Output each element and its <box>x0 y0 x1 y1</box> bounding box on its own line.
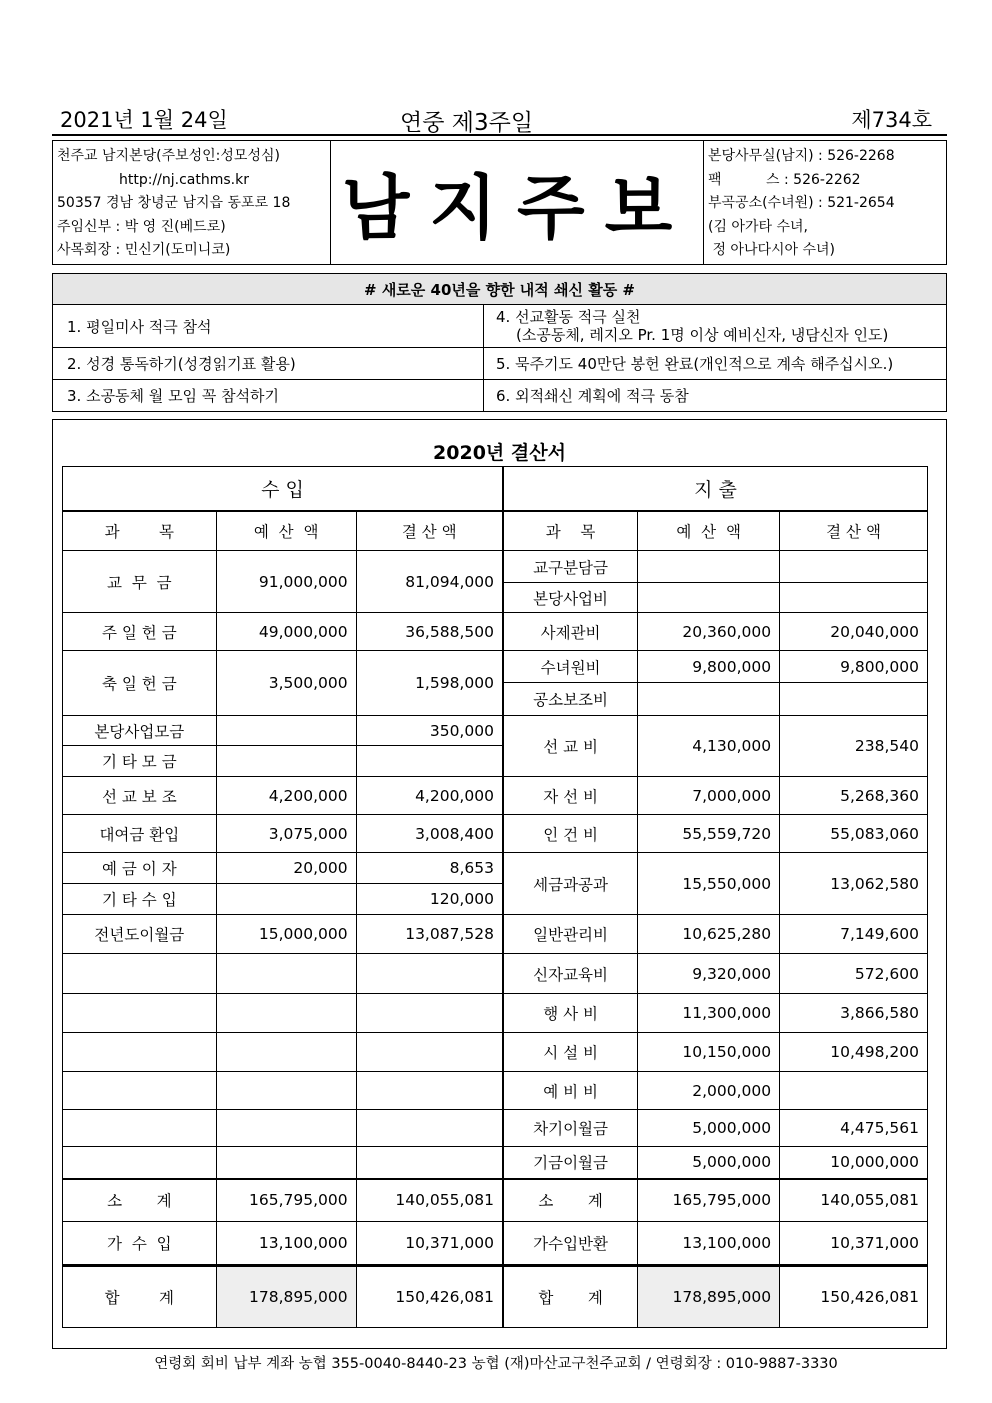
renewal-item: 1. 평일미사 적극 참석 <box>53 305 484 348</box>
income-item: 선 교 보 조 <box>63 777 217 815</box>
expense-actual <box>780 1072 928 1110</box>
expense-budget <box>638 583 780 613</box>
total-expense-budget: 178,895,000 <box>638 1266 780 1328</box>
expense-item: 사제관비 <box>503 613 638 651</box>
expense-item: 자 선 비 <box>503 777 638 815</box>
income-budget: 3,075,000 <box>216 815 356 853</box>
total-expense-label: 합 계 <box>503 1266 638 1328</box>
income-item: 대여금 환입 <box>63 815 217 853</box>
expense-actual: 10,000,000 <box>780 1147 928 1179</box>
expense-actual: 55,083,060 <box>780 815 928 853</box>
total-income-budget: 178,895,000 <box>216 1266 356 1328</box>
income-item: 기 타 수 입 <box>63 884 217 915</box>
settlement-title: 2020년 결산서 <box>433 442 566 464</box>
income-actual-header: 결 산 액 <box>356 511 503 551</box>
subtotal-label: 소 계 <box>63 1179 217 1222</box>
total-expense-actual: 150,426,081 <box>780 1266 928 1328</box>
income-budget: 15,000,000 <box>216 915 356 954</box>
empty-cell <box>356 1110 503 1147</box>
income-actual: 1,598,000 <box>356 651 503 716</box>
expense-actual <box>780 551 928 583</box>
expense-actual <box>780 583 928 613</box>
empty-cell <box>63 1072 217 1110</box>
income-actual: 81,094,000 <box>356 551 503 613</box>
expense-item: 시 설 비 <box>503 1033 638 1072</box>
expense-item: 선 교 비 <box>503 716 638 777</box>
expense-budget: 9,800,000 <box>638 651 780 683</box>
empty-cell <box>356 1072 503 1110</box>
renewal-item: 6. 외적쇄신 계획에 적극 동참 <box>484 380 947 412</box>
income-budget: 20,000 <box>216 853 356 884</box>
expense-actual: 13,062,580 <box>780 853 928 915</box>
sisters-line-1: (김 아가타 수녀, <box>708 218 808 235</box>
income-item: 축 일 헌 금 <box>63 651 217 716</box>
income-item: 주 일 헌 금 <box>63 613 217 651</box>
empty-cell <box>63 1033 217 1072</box>
expense-item: 수녀원비 <box>503 651 638 683</box>
income-actual: 3,008,400 <box>356 815 503 853</box>
expense-budget-header: 예 산 액 <box>638 511 780 551</box>
income-actual: 120,000 <box>356 884 503 915</box>
expense-item: 세금과공과 <box>503 853 638 915</box>
empty-cell <box>63 1110 217 1147</box>
expense-item: 교구분담금 <box>503 551 638 583</box>
expense-actual: 10,498,200 <box>780 1033 928 1072</box>
empty-cell <box>356 1033 503 1072</box>
income-actual: 8,653 <box>356 853 503 884</box>
renewal-activities <box>52 273 947 412</box>
income-budget-header: 예 산 액 <box>216 511 356 551</box>
expense-budget <box>638 551 780 583</box>
expense-item: 본당사업비 <box>503 583 638 613</box>
provisional-income-budget: 13,100,000 <box>216 1222 356 1266</box>
sisters-line-2: 정 아나다시아 수녀) <box>708 242 836 258</box>
expense-item: 차기이월금 <box>503 1110 638 1147</box>
expense-actual: 3,866,580 <box>780 994 928 1033</box>
expense-actual: 572,600 <box>780 954 928 994</box>
income-actual: 350,000 <box>356 716 503 746</box>
provisional-expense-budget: 13,100,000 <box>638 1222 780 1266</box>
empty-cell <box>63 954 217 994</box>
expense-actual <box>780 683 928 716</box>
income-budget <box>216 716 356 746</box>
masthead-title: 남지주보 <box>330 141 704 264</box>
expense-budget <box>638 683 780 716</box>
expense-actual: 4,475,561 <box>780 1110 928 1147</box>
expense-item: 행 사 비 <box>503 994 638 1033</box>
provisional-expense-actual: 10,371,000 <box>780 1222 928 1266</box>
expense-budget: 9,320,000 <box>638 954 780 994</box>
provisional-expense-label: 가수입반환 <box>503 1222 638 1266</box>
contact-info <box>708 145 943 263</box>
expense-budget: 5,000,000 <box>638 1147 780 1179</box>
income-item: 기 타 모 금 <box>63 746 217 777</box>
empty-cell <box>63 1147 217 1179</box>
expense-budget: 15,550,000 <box>638 853 780 915</box>
income-item: 전년도이월금 <box>63 915 217 954</box>
liturgical-week: 연중 제3주일 <box>400 110 534 136</box>
council-president: 사목회장 : 민신기(도미니코) <box>57 242 231 258</box>
mission-station-phone: 부곡공소(수녀원) : 521-2654 <box>708 195 895 211</box>
income-actual: 4,200,000 <box>356 777 503 815</box>
subtotal-expense-budget: 165,795,000 <box>638 1179 780 1222</box>
expense-budget: 7,000,000 <box>638 777 780 815</box>
expense-budget: 55,559,720 <box>638 815 780 853</box>
income-actual <box>356 746 503 777</box>
expense-header: 지 출 <box>503 467 928 511</box>
pastor: 주임신부 : 박 영 진(베드로) <box>57 218 226 235</box>
expense-budget: 20,360,000 <box>638 613 780 651</box>
income-budget: 49,000,000 <box>216 613 356 651</box>
empty-cell <box>216 994 356 1033</box>
income-actual: 13,087,528 <box>356 915 503 954</box>
income-budget: 91,000,000 <box>216 551 356 613</box>
expense-item: 인 건 비 <box>503 815 638 853</box>
renewal-item-4-detail: (소공동체, 레지오 Pr. 1명 이상 예비신자, 냉담신자 인도) <box>516 326 889 344</box>
total-income-actual: 150,426,081 <box>356 1266 503 1328</box>
expense-item: 예 비 비 <box>503 1072 638 1110</box>
bulletin-header <box>52 140 947 265</box>
renewal-item: 3. 소공동체 월 모임 꼭 참석하기 <box>53 380 484 412</box>
expense-budget: 11,300,000 <box>638 994 780 1033</box>
total-label: 합 계 <box>63 1266 217 1328</box>
expense-actual: 20,040,000 <box>780 613 928 651</box>
income-budget: 3,500,000 <box>216 651 356 716</box>
settlement-table <box>62 466 928 1328</box>
renewal-item: 5. 묵주기도 40만단 봉헌 완료(개인적으로 계속 해주십시오.) <box>484 348 947 380</box>
income-item: 본당사업모금 <box>63 716 217 746</box>
parish-address: 50357 경남 창녕군 남지읍 동포로 18 <box>57 195 291 211</box>
empty-cell <box>356 954 503 994</box>
empty-cell <box>356 1147 503 1179</box>
renewal-title: # 새로운 40년을 향한 내적 쇄신 활동 # <box>53 274 947 305</box>
parish-website[interactable]: http://nj.cathms.kr <box>119 171 249 188</box>
empty-cell <box>216 1072 356 1110</box>
provisional-label: 가 수 입 <box>63 1222 217 1266</box>
expense-item: 신자교육비 <box>503 954 638 994</box>
expense-budget: 2,000,000 <box>638 1072 780 1110</box>
issue-number: 제734호 <box>851 108 932 132</box>
footer-notice: 연령회 회비 납부 계좌 농협 355-0040-8440-23 농협 (재)마산교구천주교회 / 연령회장 : 010-9887-3330 <box>154 1356 838 1372</box>
subtotal-income-budget: 165,795,000 <box>216 1179 356 1222</box>
empty-cell <box>63 994 217 1033</box>
provisional-income-actual: 10,371,000 <box>356 1222 503 1266</box>
income-budget: 4,200,000 <box>216 777 356 815</box>
expense-actual: 7,149,600 <box>780 915 928 954</box>
renewal-item: 2. 성경 통독하기(성경읽기표 활용) <box>53 348 484 380</box>
issue-date: 2021년 1월 24일 <box>60 108 228 132</box>
expense-budget: 10,150,000 <box>638 1033 780 1072</box>
subtotal-expense-label: 소 계 <box>503 1179 638 1222</box>
expense-item: 공소보조비 <box>503 683 638 716</box>
expense-actual-header: 결 산 액 <box>780 511 928 551</box>
income-header: 수 입 <box>63 467 503 511</box>
income-budget <box>216 746 356 777</box>
empty-cell <box>216 1110 356 1147</box>
parish-info <box>57 145 327 263</box>
income-item: 예 금 이 자 <box>63 853 217 884</box>
expense-budget: 10,625,280 <box>638 915 780 954</box>
expense-actual: 5,268,360 <box>780 777 928 815</box>
expense-actual: 9,800,000 <box>780 651 928 683</box>
empty-cell <box>216 1147 356 1179</box>
expense-budget: 5,000,000 <box>638 1110 780 1147</box>
expense-item-header: 과 목 <box>503 511 638 551</box>
income-item: 교 무 금 <box>63 551 217 613</box>
renewal-item <box>484 305 947 348</box>
office-phone: 본당사무실(남지) : 526-2268 <box>708 148 895 164</box>
fax: 팩 스 : 526-2262 <box>708 171 861 188</box>
empty-cell <box>356 994 503 1033</box>
expense-item: 일반관리비 <box>503 915 638 954</box>
top-divider <box>52 134 947 136</box>
expense-actual: 238,540 <box>780 716 928 777</box>
expense-budget: 4,130,000 <box>638 716 780 777</box>
parish-name: 천주교 남지본당(주보성인:성모성심) <box>57 148 280 164</box>
empty-cell <box>216 1033 356 1072</box>
subtotal-expense-actual: 140,055,081 <box>780 1179 928 1222</box>
income-budget <box>216 884 356 915</box>
subtotal-income-actual: 140,055,081 <box>356 1179 503 1222</box>
income-actual: 36,588,500 <box>356 613 503 651</box>
empty-cell <box>216 954 356 994</box>
renewal-item-4-title: 4. 선교활동 적극 실천 <box>496 308 641 326</box>
income-item-header: 과 목 <box>63 511 217 551</box>
expense-item: 기금이월금 <box>503 1147 638 1179</box>
